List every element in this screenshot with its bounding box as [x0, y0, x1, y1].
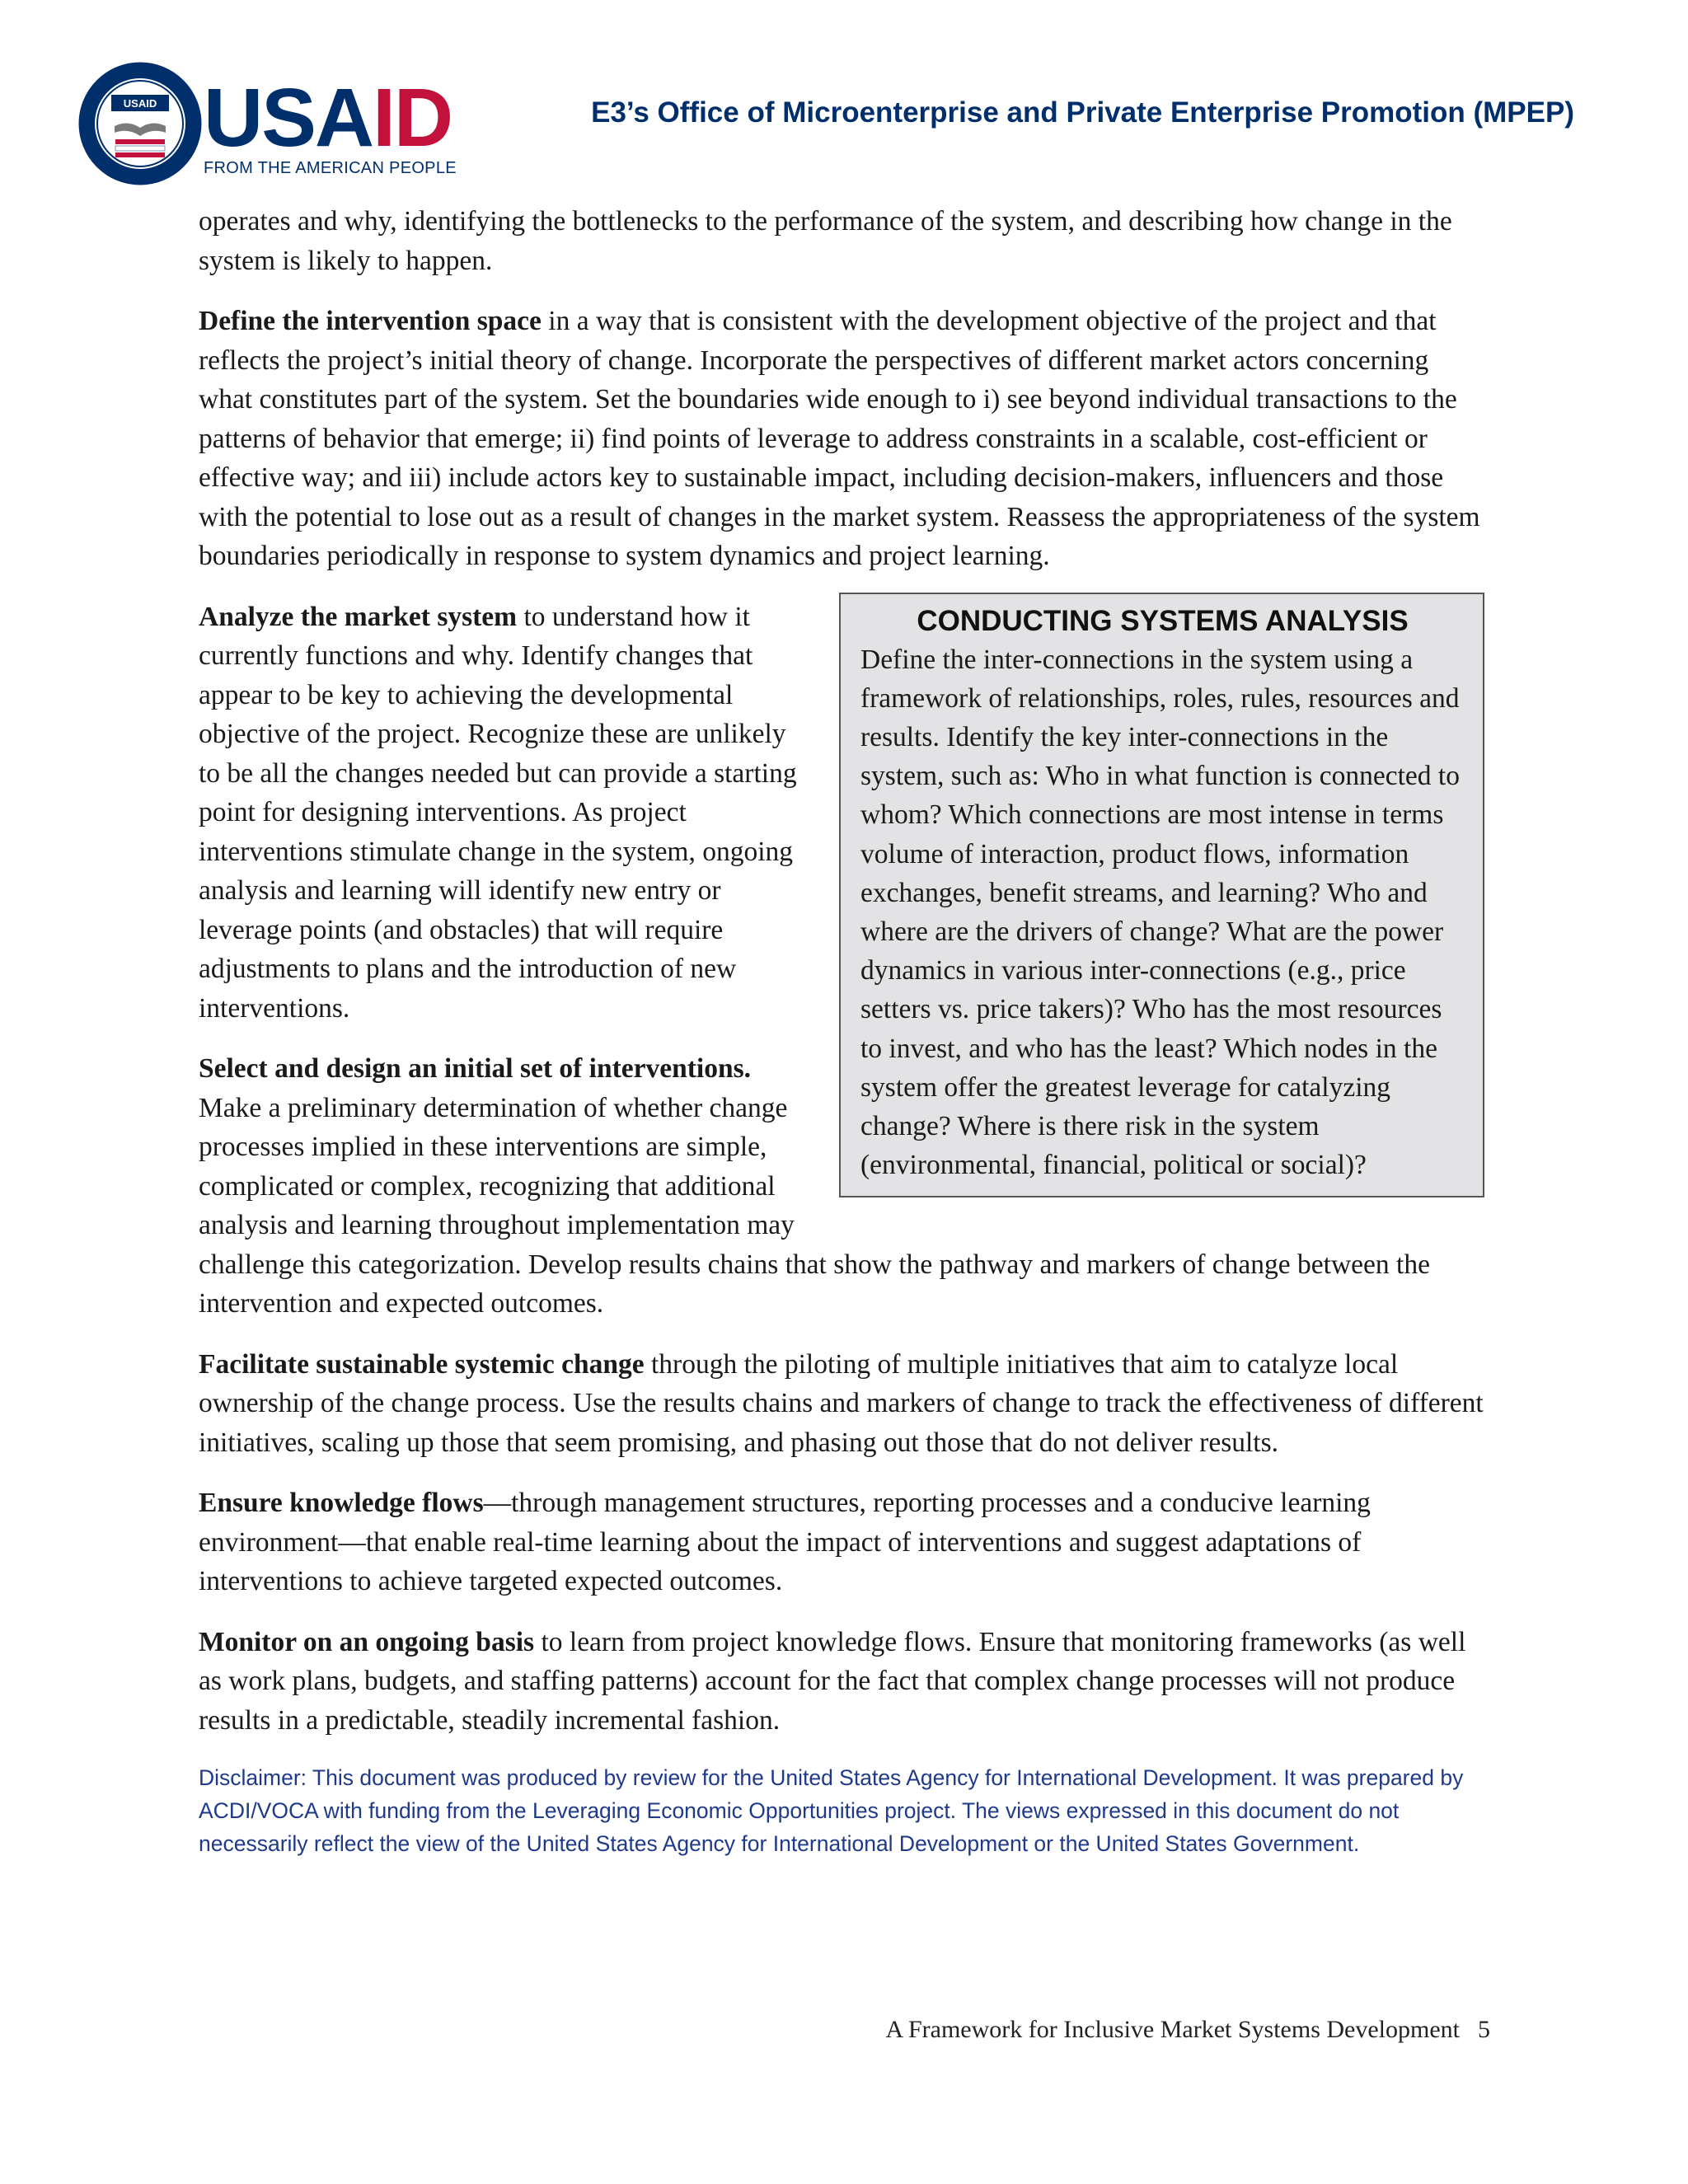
usaid-logo-text: USAID	[204, 72, 452, 164]
paragraph-monitor-ongoing	[199, 1623, 1484, 1741]
paragraph-facilitate-systemic-change	[199, 1345, 1484, 1463]
paragraph-heading: Facilitate sustainable systemic change	[199, 1348, 645, 1380]
office-title: E3’s Office of Microenterprise and Private Enterprise Promotion (MPEP)	[591, 96, 1574, 129]
paragraph-heading: Analyze the market system	[199, 601, 518, 632]
paragraph-continuation: operates and why, identifying the bottlenecks to the performance of the system, and describing how change in the system is likely to happen.	[199, 206, 1452, 276]
disclaimer-text: Disclaimer: This document was produced by review for the United States Agency for International Development. It was prepared by ACDI/VOCA with funding from the Leveraging Economic Opportunities project. The views expressed in this document do not necessarily reflect the view of the United States Agency for International Development or the United States Government.	[199, 1765, 1464, 1856]
sidebar-body: Define the inter-connections in the system using a framework of relationships, roles, rules, resources and results. Identify the key inter-connections in the system, such as: Who in what function is connected to whom? Which connections are most intense in terms volume of interaction, product flows, information exchanges, benefit streams, and learning? Who and where are the drivers of change? What are the power dynamics in various inter-connections (e.g., price setters vs. price takers)? Who has the most resources to invest, and who has the least? Which nodes in the system offer the greatest leverage for catalyzing change? Where is there risk in the system (environmental, financial, political or social)?	[860, 644, 1460, 1181]
paragraph-ensure-knowledge-flows	[199, 1483, 1484, 1601]
page-footer	[885, 2016, 1490, 2044]
paragraph-heading: Define the intervention space	[199, 306, 542, 336]
paragraph-text: —through management structures, reporting processes and a conducive learning environment—that enable real-time learning about the impact of interventions and suggest adaptations of interventions to achieve targeted expected outcomes.	[199, 1488, 1371, 1596]
page-number: 5	[1478, 2016, 1490, 2043]
paragraph-text: through the piloting of multiple initiatives that aim to catalyze local ownership of the change process. Use the results chains and markers of change to track the effectiveness of different initiatives, scaling up those that seem promising, and phasing out those that do not deliver results.	[199, 1348, 1484, 1458]
paragraph-text: to understand how it currently functions and why. Identify changes that appear to be key to achieving the developmental objective of the project. Recognize these are unlikely to be all the changes needed but can provide a starting point for designing interventions. As project interventions stimulate change in the system, ongoing analysis and learning will identify new entry or leverage points (and obstacles) that will require adjustments to plans and the introduction of new interventions.	[199, 601, 797, 1024]
paragraph-text: in a way that is consistent with the development objective of the project and that reflects the project’s initial theory of change. Incorporate the perspectives of different market actors concerning what constitutes part of the system. Set the boundaries wide enough to i) see beyond individual transactions to the patterns of behavior that emerge; ii) find points of leverage to address constraints in a scalable, cost-efficient or effective way; and iii) include actors key to sustainable impact, including decision-makers, influencers and those with the potential to lose out as a result of changes in the market system. Reassess the appropriateness of the system boundaries periodically in response to system dynamics and project learning.	[199, 306, 1480, 571]
paragraph-text: Make a preliminary determination of whether change processes implied in these interventions are simple, complicated or complex, recognizing that additional analysis and learning throughout implementation may challenge this categorization. Develop results chains that show the pathway and markers of change between the intervention and expected outcomes.	[199, 1092, 1430, 1319]
paragraph-heading: Select and design an initial set of interventions.	[199, 1053, 752, 1084]
sidebar-title: CONDUCTING SYSTEMS ANALYSIS	[917, 604, 1409, 637]
usaid-wordmark	[204, 72, 457, 178]
two-column-region	[199, 598, 1484, 1324]
paragraph-text: to learn from project knowledge flows. Ensure that monitoring frameworks (as well as work plans, budgets, and staffing patterns) account for the fact that complex change processes will not produce results in a predictable, steadily incremental fashion.	[199, 1626, 1466, 1736]
page-header	[78, 62, 1611, 185]
paragraph-heading: Monitor on an ongoing basis	[199, 1626, 535, 1657]
svg-text:USAID: USAID	[123, 97, 157, 110]
main-content	[199, 202, 1484, 1860]
paragraph-define-intervention-space	[199, 302, 1484, 576]
usaid-tagline: FROM THE AMERICAN PEOPLE	[204, 159, 457, 177]
paragraph-heading: Ensure knowledge flows	[199, 1488, 484, 1518]
footer-document-title: A Framework for Inclusive Market Systems Development	[885, 2016, 1460, 2043]
usaid-seal-icon	[78, 62, 202, 185]
sidebar-callout-box	[839, 593, 1484, 1198]
